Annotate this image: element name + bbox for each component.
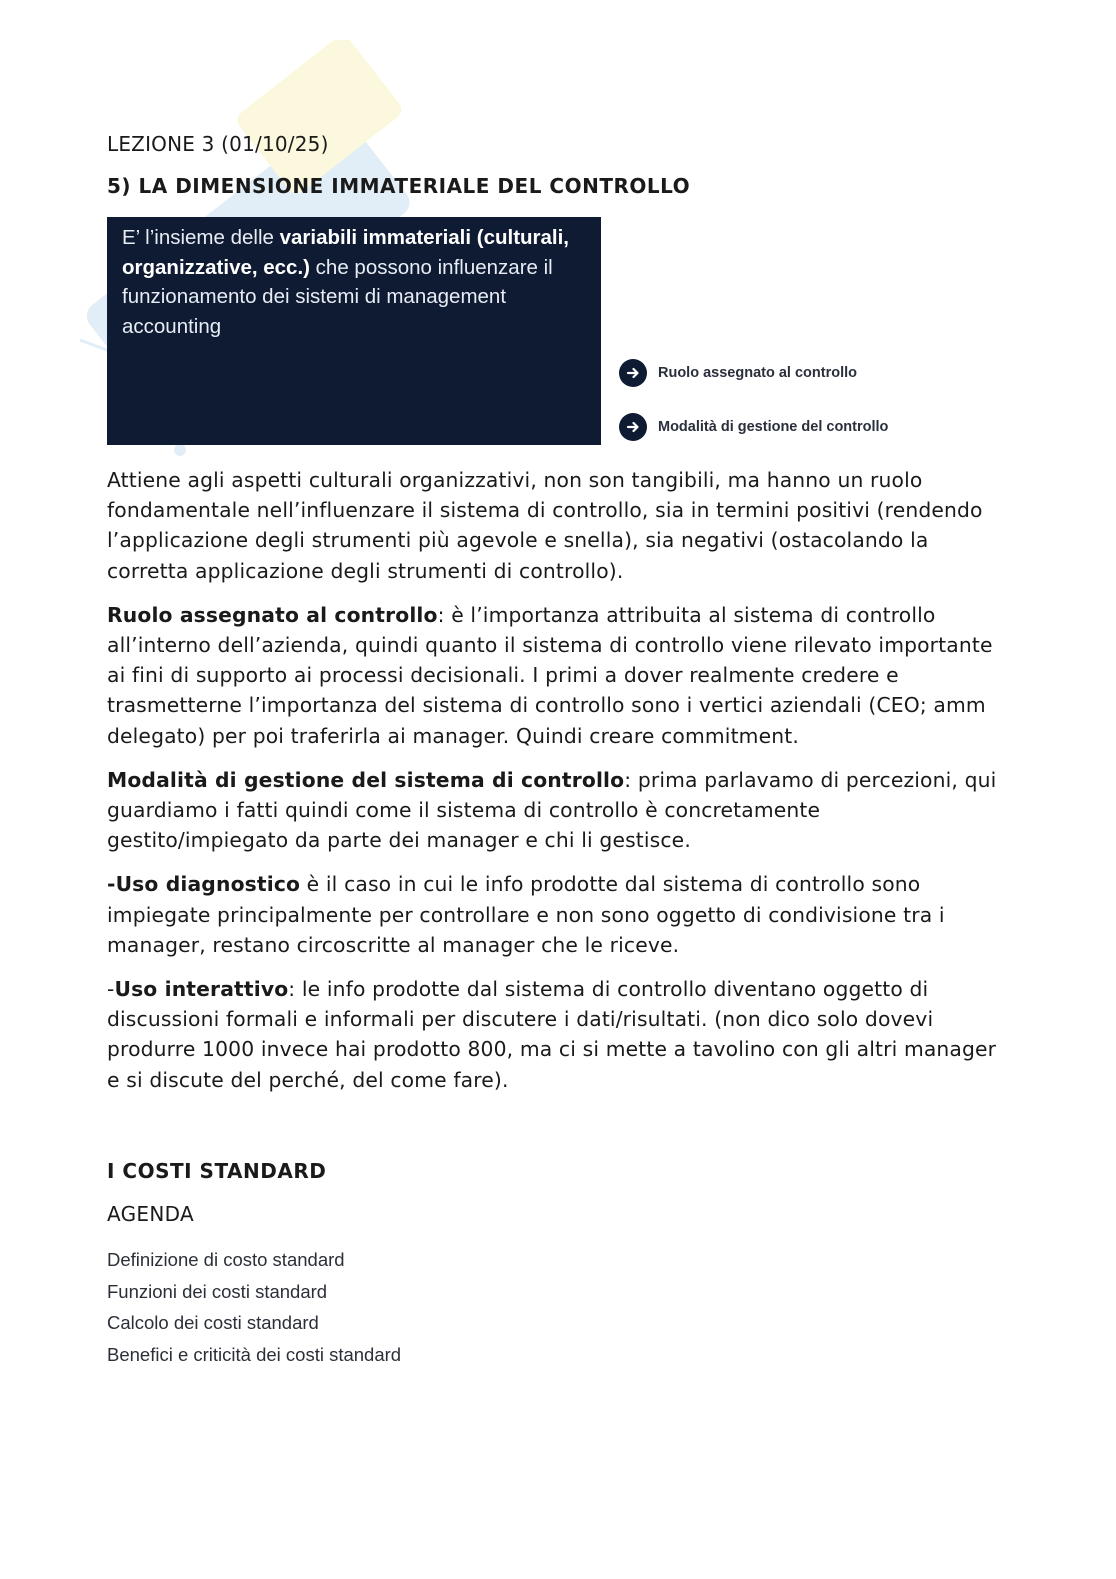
slide-dark-panel bbox=[107, 217, 601, 445]
interattivo-label: Uso interattivo bbox=[114, 977, 289, 1002]
slide-text-pre: E’ l’insieme delle bbox=[122, 226, 280, 249]
interattivo-text: : le info prodotte dal sistema di controllo diventano oggetto di discussioni formali e informali per discutere i dati/risultati. (non dico solo dovevi produrre 1000 invece hai prodotto 800, ma ci si mette a tavolino con gli altri manager e si discute del perché, del come fare). bbox=[107, 977, 997, 1092]
slide-definition bbox=[122, 223, 597, 341]
diagnostico-label: -Uso diagnostico bbox=[107, 872, 301, 897]
arrow-right-icon bbox=[619, 359, 647, 387]
slide-item-ruolo bbox=[619, 359, 857, 387]
document-page bbox=[107, 132, 1007, 1371]
slide-item-label: Modalità di gestione del controllo bbox=[658, 419, 889, 435]
intro-paragraph: Attiene agli aspetti culturali organizzativi, non son tangibili, ma hanno un ruolo fondamentale nell’influenzare il sistema di controllo, sia in termini positivi (rendendo l’applicazione degli strumenti più agevole e snella), sia negativi (ostacolando la corretta applicazione degli strumenti di controllo). bbox=[107, 468, 983, 583]
agenda-list bbox=[107, 1244, 1007, 1371]
spacer bbox=[107, 1109, 1007, 1159]
ruolo-text: : è l’importanza attribuita al sistema di controllo all’interno dell’azienda, quindi quanto il sistema di controllo viene rilevato importante ai fini di supporto ai processi decisionali. I primi a dover realmente credere e trasmetterne l’importanza del sistema di controllo sono i vertici aziendali (CEO; amm delegato) per poi traferirla ai manager. Quindi creare commitment. bbox=[107, 602, 993, 748]
interattivo-paragraph bbox=[107, 974, 1007, 1095]
agenda-item: Calcolo dei costi standard bbox=[107, 1312, 319, 1334]
agenda-item: Funzioni dei costi standard bbox=[107, 1280, 328, 1302]
slide-item-label: Ruolo assegnato al controllo bbox=[658, 365, 857, 381]
agenda-item: Benefici e criticità dei costi standard bbox=[107, 1343, 402, 1365]
slide-light-panel bbox=[601, 217, 921, 445]
interattivo-prefix: - bbox=[107, 977, 115, 1002]
section-title: 5) LA DIMENSIONE IMMATERIALE DEL CONTROLLO bbox=[107, 174, 691, 198]
modalita-label: Modalità di gestione del sistema di controllo bbox=[107, 767, 625, 792]
lesson-heading: LEZIONE 3 (01/10/25) bbox=[107, 132, 329, 156]
slide-text-bold: variabili immateriali (culturali, organizzative, ecc.) bbox=[122, 226, 570, 279]
agenda-title: AGENDA bbox=[107, 1201, 194, 1226]
slide-item-modalita bbox=[619, 413, 888, 441]
arrow-right-icon bbox=[619, 413, 647, 441]
slide-text-post: che possono influenzare il funzionamento dei sistemi di management accounting bbox=[122, 255, 553, 338]
diagnostico-text: è il caso in cui le info prodotte dal sistema di controllo sono impiegate principalmente per controllare e non sono oggetto di condivisione tra i manager, restano circoscritte al manager che le riceve. bbox=[107, 872, 945, 957]
ruolo-paragraph bbox=[107, 600, 1007, 751]
diagnostico-paragraph bbox=[107, 869, 1007, 960]
slide-image bbox=[107, 217, 927, 445]
modalita-text: : prima parlavamo di percezioni, qui guardiamo i fatti quindi come il sistema di controllo è concretamente gestito/impiegato da parte dei manager e chi li gestisce. bbox=[107, 767, 997, 853]
modalita-paragraph bbox=[107, 765, 1007, 856]
ruolo-label: Ruolo assegnato al controllo bbox=[107, 602, 438, 627]
costi-standard-title: I COSTI STANDARD bbox=[107, 1158, 327, 1183]
agenda-item: Definizione di costo standard bbox=[107, 1248, 345, 1270]
